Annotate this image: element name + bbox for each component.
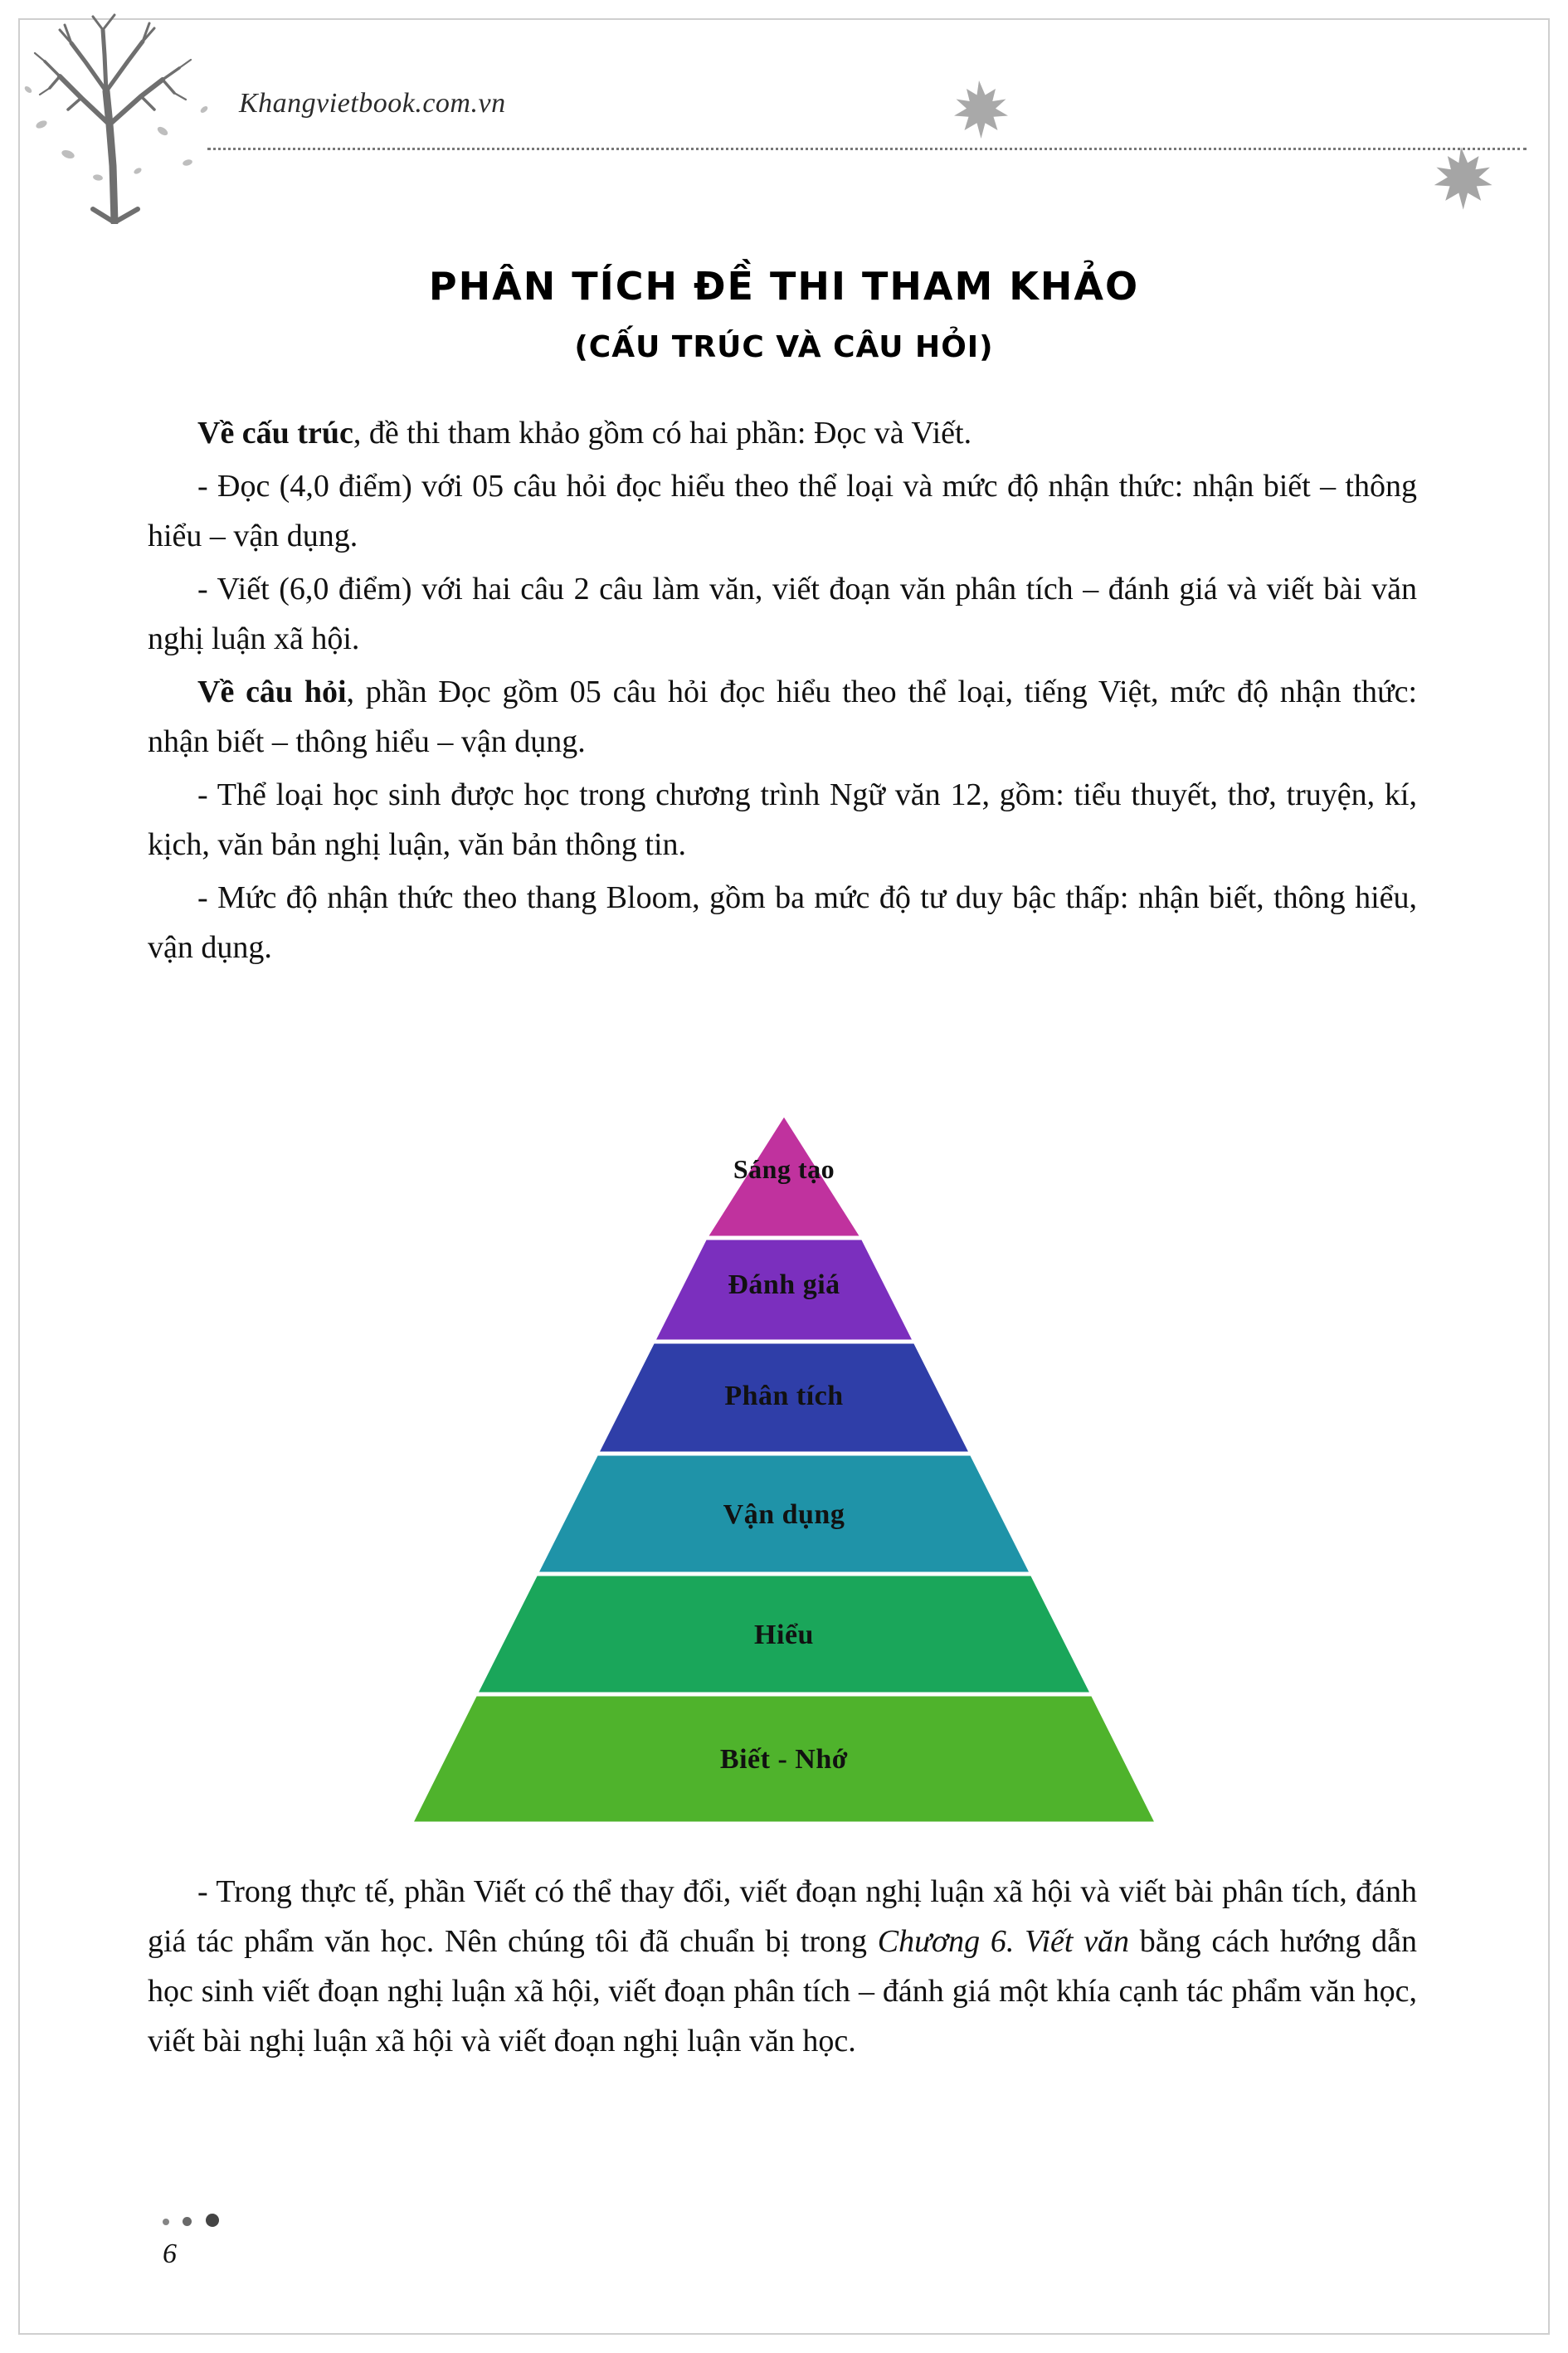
paragraph-text: - Thể loại học sinh được học trong chương trình Ngữ văn 12, gồm: tiểu thuyết, thơ, truyện, kí, kịch, văn bản nghị luận, văn bản thông tin. xyxy=(148,777,1417,863)
paragraph-lead: Về câu hỏi xyxy=(197,675,347,710)
header-divider xyxy=(207,148,1527,150)
dot-large xyxy=(206,2214,219,2227)
three-dots-decoration xyxy=(163,2212,254,2229)
bloom-taxonomy-pyramid xyxy=(377,1103,1191,1834)
paragraph-text: , đề thi tham khảo gồm có hai phần: Đọc và Viết. xyxy=(353,416,972,451)
pyramid-label-van-dung: Vận dụng xyxy=(723,1499,845,1530)
paragraph-lead: Về cấu trúc xyxy=(197,416,353,451)
pyramid-level-1 xyxy=(705,1113,863,1238)
maple-leaf-icon xyxy=(1425,143,1497,218)
page-number: 6 xyxy=(163,2239,177,2269)
pyramid-label-biet-nho: Biết - Nhớ xyxy=(719,1744,849,1775)
maple-leaf-icon xyxy=(946,76,1012,147)
closing-content xyxy=(148,1867,1417,2069)
paragraph-text: - Mức độ nhận thức theo thang Bloom, gồm ba mức độ tư duy bậc thấp: nhận biết, thông hiểu, vận dụng. xyxy=(148,880,1417,966)
bloom-pyramid-figure xyxy=(0,1095,1568,1842)
closing-paragraph xyxy=(148,1867,1417,2066)
pyramid-label-danh-gia: Đánh giá xyxy=(728,1269,840,1300)
pyramid-graphic xyxy=(377,1103,1191,1834)
closing-text-part1: - Trong thực tế, phần Viết có thể thay đổi, viết đoạn nghị luận xã hội và viết bài phân tích, đánh giá tác phẩm văn học. Nên chúng tôi đã chuẩn bị trong xyxy=(148,1874,1417,1960)
paragraph xyxy=(148,461,1417,561)
dot-small xyxy=(163,2219,169,2225)
body-content xyxy=(148,408,1417,976)
pyramid-level-6 xyxy=(411,1694,1157,1824)
paragraph xyxy=(148,667,1417,767)
dot-medium xyxy=(183,2217,192,2226)
paragraph-text: - Đọc (4,0 điểm) với 05 câu hỏi đọc hiểu theo thể loại và mức độ nhận thức: nhận biết – thông hiểu – vận dụng. xyxy=(148,469,1417,554)
paragraph xyxy=(148,770,1417,870)
paragraph xyxy=(148,564,1417,664)
pyramid-label-phan-tich: Phân tích xyxy=(724,1381,844,1411)
pyramid-level-3 xyxy=(597,1342,971,1454)
pyramid-level-4 xyxy=(536,1454,1032,1574)
pyramid-level-5 xyxy=(475,1574,1093,1694)
page-title: PHÂN TÍCH ĐỀ THI THAM KHẢO xyxy=(428,264,1140,309)
closing-chapter-reference: Chương 6. Viết văn xyxy=(877,1924,1130,1960)
page-subtitle: (CẤU TRÚC VÀ CÂU HỎI) xyxy=(574,330,994,364)
paragraph-text: - Viết (6,0 điểm) với hai câu 2 câu làm văn, viết đoạn văn phân tích – đánh giá và viết bài văn nghị luận xã hội. xyxy=(148,572,1417,657)
pyramid-level-2 xyxy=(653,1238,915,1342)
paragraph xyxy=(148,873,1417,972)
paragraph-text: , phần Đọc gồm 05 câu hỏi đọc hiểu theo thể loại, tiếng Việt, mức độ nhận thức: nhận biết – thông hiểu – vận dụng. xyxy=(148,675,1418,760)
site-name: Khangvietbook.com.vn xyxy=(239,88,506,119)
page-header xyxy=(0,0,1568,174)
paragraph xyxy=(148,408,1417,458)
pyramid-label-sang-tao: Sáng tạo xyxy=(733,1154,835,1184)
closing-text-part2: bằng cách hướng dẫn học sinh viết đoạn nghị luận xã hội, viết đoạn phân tích – đánh giá một khía cạnh tác phẩm văn học, viết bài nghị luận xã hội và viết đoạn nghị luận văn học. xyxy=(148,1924,1417,2059)
bare-tree-illustration xyxy=(17,0,224,224)
pyramid-label-hieu: Hiểu xyxy=(754,1620,814,1650)
